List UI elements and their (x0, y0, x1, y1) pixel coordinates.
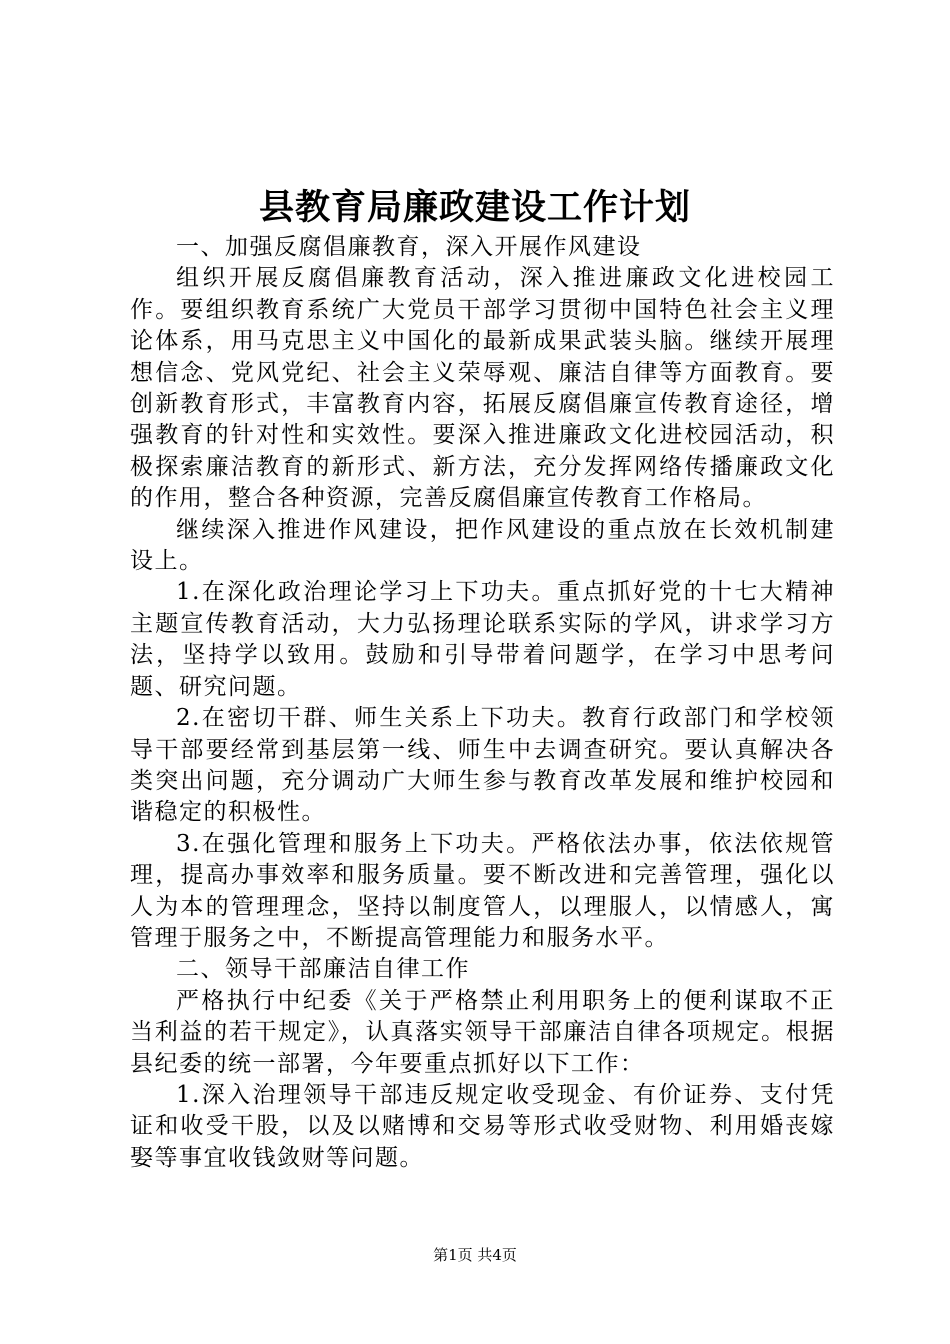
section-heading-1: 一、加强反腐倡廉教育，深入开展作风建设 (176, 234, 642, 260)
paragraph: 继续深入推进作风建设，把作风建设的重点放在长效机制建设上。 (130, 516, 835, 575)
document-body (130, 232, 835, 1174)
section-heading-2: 二、领导干部廉洁自律工作 (176, 956, 470, 983)
page-footer: 第1页 共4页 (433, 1246, 517, 1264)
list-item: 1.深入治理领导干部违反规定收受现金、有价证券、支付凭证和收受干股，以及以赌博和交易等形式收受财物、利用婚丧嫁娶等事宜收钱敛财等问题。 (130, 1081, 835, 1171)
paragraph: 组织开展反腐倡廉教育活动，深入推进廉政文化进校园工作。要组织教育系统广大党员干部学习贯彻中国特色社会主义理论体系，用马克思主义中国化的最新成果武装头脑。继续开展理想信念、党风党纪、社会主义荣辱观、廉洁自律等方面教育。要创新教育形式，丰富教育内容，拓展反腐倡廉宣传教育途径，增强教育的针对性和实效性。要深入推进廉政文化进校园活动，积极探索廉洁教育的新形式、新方法，充分发挥网络传播廉政文化的作用，整合各种资源，完善反腐倡廉宣传教育工作格局。 (130, 265, 835, 512)
paragraph: 严格执行中纪委《关于严格禁止利用职务上的便利谋取不正当利益的若干规定》，认真落实领导干部廉洁自律各项规定。根据县纪委的统一部署，今年要重点抓好以下工作： (130, 987, 835, 1077)
list-item: 1.在深化政治理论学习上下功夫。重点抓好党的十七大精神主题宣传教育活动，大力弘扬理论联系实际的学风，讲求学习方法，坚持学以致用。鼓励和引导带着问题学，在学习中思考问题、研究问题。 (130, 579, 835, 700)
list-item: 3.在强化管理和服务上下功夫。严格依法办事，依法依规管理，提高办事效率和服务质量。要不断改进和完善管理，强化以人为本的管理理念，坚持以制度管人，以理服人，以情感人，寓管理于服务之中，不断提高管理能力和服务水平。 (130, 830, 835, 951)
document-title: 县教育局廉政建设工作计划 (258, 187, 691, 228)
list-item: 2.在密切干群、师生关系上下功夫。教育行政部门和学校领导干部要经常到基层第一线、师生中去调查研究。要认真解决各类突出问题，充分调动广大师生参与教育改革发展和维护校园和谐稳定的积极性。 (130, 705, 835, 826)
